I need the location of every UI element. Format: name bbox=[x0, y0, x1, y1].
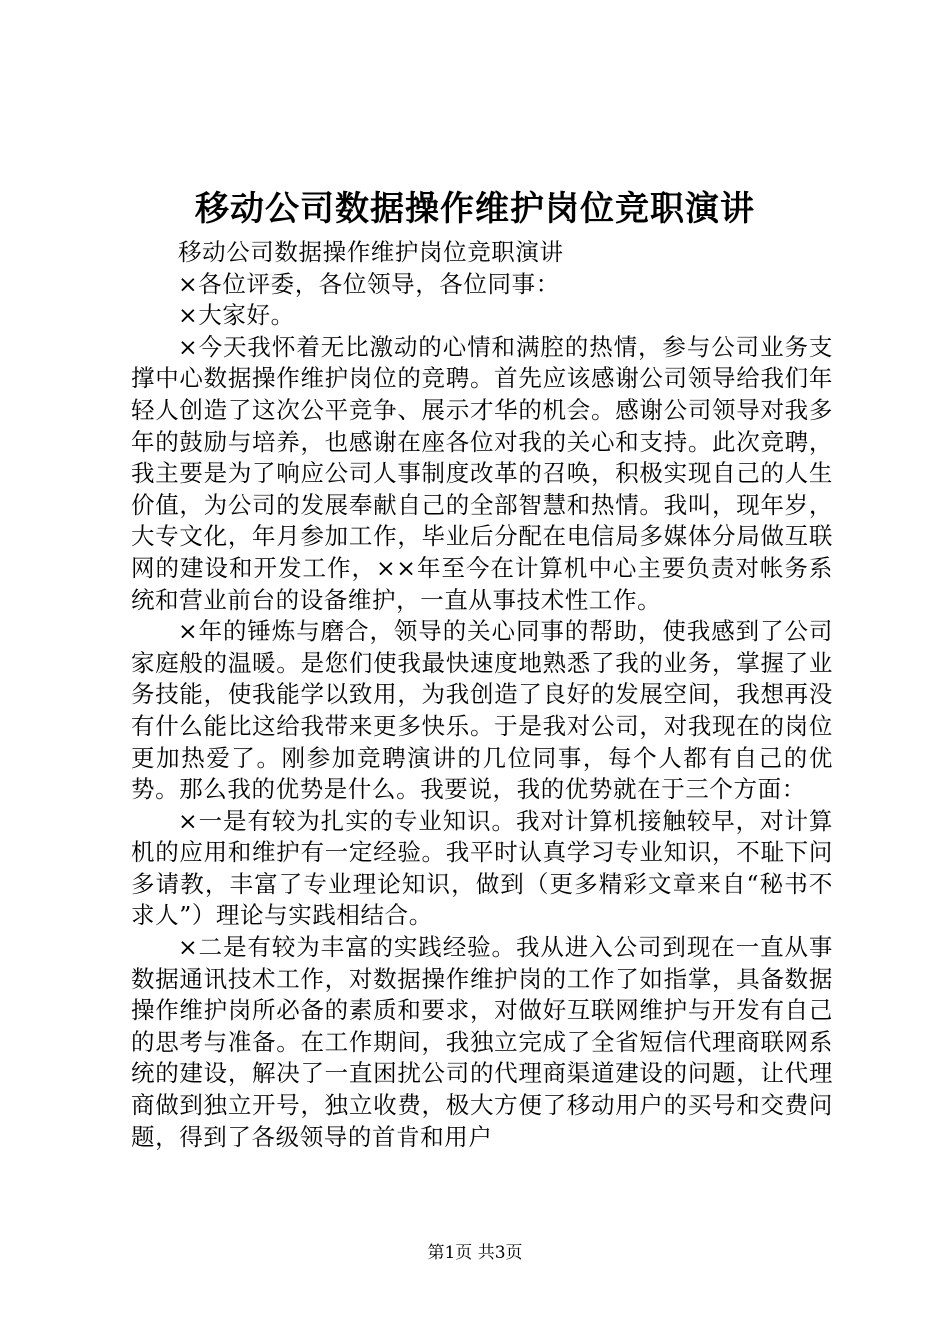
paragraph-advantage-one: ×一是有较为扎实的专业知识。我对计算机接触较早，对计算机的应用和维护有一定经验。我平时认真学习专业知识，不耻下问多请教，丰富了专业理论知识，做到（更多精彩文章来自“秘书不求人”）理论与实践相结合。 bbox=[131, 806, 833, 930]
page-number-footer: 第1页 共3页 bbox=[427, 1243, 523, 1263]
paragraph-advantage-two: ×二是有较为丰富的实践经验。我从进入公司到现在一直从事数据通讯技术工作，对数据操作维护岗的工作了如指掌，具备数据操作维护岗所必备的素质和要求，对做好互联网维护与开发有自己的思考与准备。在工作期间，我独立完成了全省短信代理商联网系统的建设，解决了一直困扰公司的代理商渠道建设的问题，让代理商做到独立开号，独立收费，极大方便了移动用户的买号和交费问题，得到了各级领导的首肯和用户 bbox=[131, 933, 833, 1151]
paragraph-greeting: ×大家好。 bbox=[178, 301, 295, 330]
document-body bbox=[131, 237, 833, 1153]
paragraph-experience: ×年的锤炼与磨合，领导的关心同事的帮助，使我感到了公司家庭般的温暖。是您们使我最快速度地熟悉了我的业务，掌握了业务技能，使我能学以致用，为我创造了良好的发展空间，我想再没有什么能比这给我带来更多快乐。于是我对公司，对我现在的岗位更加热爱了。刚参加竞聘演讲的几位同事，每个人都有自己的优势。那么我的优势是什么。我要说，我的优势就在于三个方面： bbox=[131, 617, 833, 804]
document-title: 移动公司数据操作维护岗位竞职演讲 bbox=[195, 189, 755, 229]
paragraph-introduction: ×今天我怀着无比激动的心情和满腔的热情，参与公司业务支撑中心数据操作维护岗位的竞聘。首先应该感谢公司领导给我们年轻人创造了这次公平竞争、展示才华的机会。感谢公司领导对我多年的鼓励与培养，也感谢在座各位对我的关心和支持。此次竞聘，我主要是为了响应公司人事制度改革的召唤，积极实现自己的人生价值，为公司的发展奉献自己的全部智慧和热情。我叫，现年岁，大专文化，年月参加工作，毕业后分配在电信局多媒体分局做互联网的建设和开发工作，××年至今在计算机中心主要负责对帐务系统和营业前台的设备维护，一直从事技术性工作。 bbox=[131, 332, 833, 614]
paragraph-subtitle: 移动公司数据操作维护岗位竞职演讲 bbox=[178, 238, 564, 266]
paragraph-salutation: ×各位评委，各位领导，各位同事： bbox=[178, 269, 560, 298]
